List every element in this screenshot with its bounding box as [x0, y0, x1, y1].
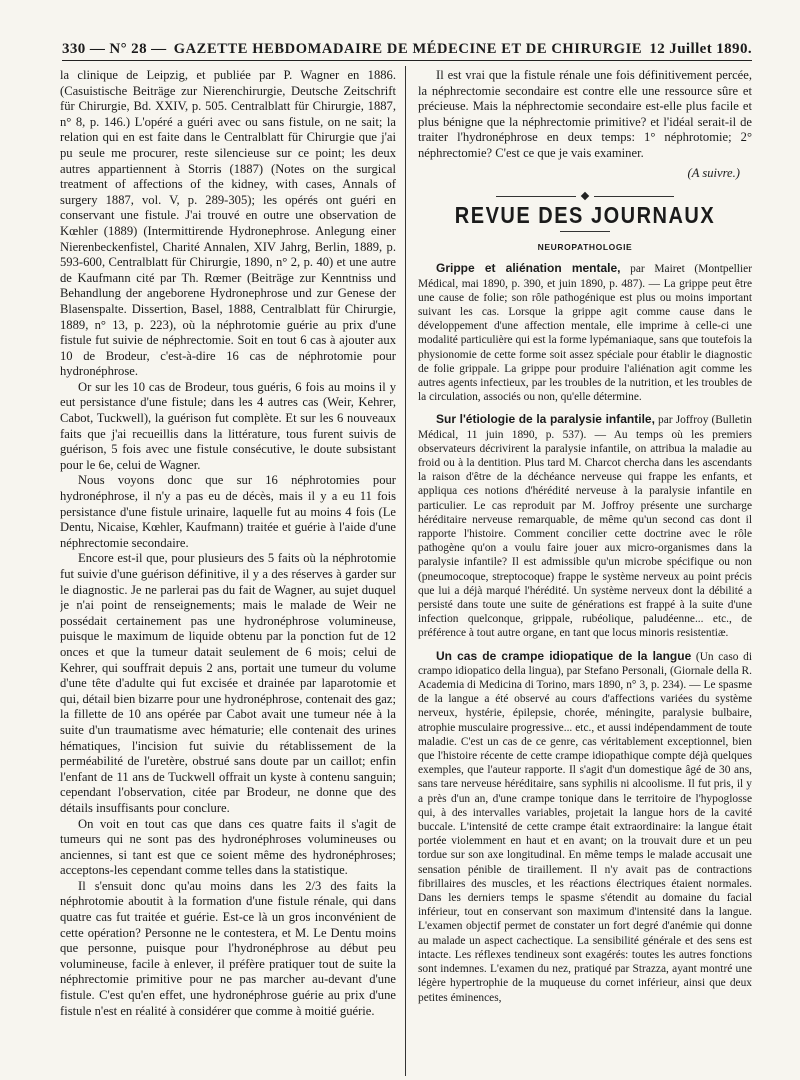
left-paragraph: la clinique de Leipzig, et publiée par P. Wagner en 1886. (Casuistische Beiträge zur Nierenchirurgie, Deutsche Zeitschrift für Chirurgie, Bd. XXIV, p. 505. Centralblatt für Chirurgie, 1887, n° 8, p. 146.) L'opéré a guéri avec ou sans fistule, on ne sait; la relation qui en est faite dans le Centralblatt für Chirurgie que j'ai pu seule me procurer, reste silencieuse sur ce point; les deux autres appartiennent à Storris (1887) (Notes on the surgical treatment of affections of the kidney, with cases, Annals of surgery 1887, vol. V, p. 289-305); les opérés ont guéri en conservant une fistule. J'ai trouvé en outre une observation de Kœhler (1889) (Intermittirende Hydronephrose. Anlegung einer Nierenbeckenfistel, Charité Annalen, XIV Jahrg, Berlin, 1889, p. 593-600, Centralblatt für Chirurgie, 1890, n° 2, p. 40) et une autre de Kaufmann cité par Th. Rœmer (Beiträge zur Kenntniss und Behandlung der angeborene Hydronephrose und zur Genese der Blasenspalte. Dissertion, Basel, 1888, Centralblatt für Chirurgie, 1889, n° 13, p. 223), où la néphrotomie guérie au prix d'une fistule fut suivie de néphrectomie. Soit en tout 6 cas à ajouter aux 10 de Brodeur, c'est-à-dire 16 cas de néphrotomie pour hydronéphrose.	[60, 68, 396, 379]
left-paragraph: Il s'ensuit donc qu'au moins dans les 2/3 des faits la néphrotomie aboutit à la formation d'une fistule rénale, qui dans quatre cas fut traitée et guérie. Est-ce là un gros inconvénient de cette opération? Personne ne le contestera, et M. Le Dentu moins que personne, puisque pour l'hydronéphrose au début peu volumineuse, facile à enlever, il préfère pratiquer tout de suite la néphrectomie primitive pour ne pas marcher au-devant d'une fistule. C'est qu'en effet, une hydronéphrose guérie au prix d'une fistule n'est en réalité à considérer que comme à moitié guérie.	[60, 878, 396, 1018]
ornament-divider	[418, 193, 752, 199]
section-title: REVUE DES JOURNAUX	[454, 203, 716, 229]
diamond-ornament-icon	[581, 192, 589, 200]
left-paragraph: Nous voyons donc que sur 16 néphrotomies pour hydronéphrose, il n'y a pas eu de décès, mais il y a eu 11 fois persistance d'une fistule urinaire, laquelle fut au moins 4 fois (Le Dentu, Nicaise, Kœhler, Kaufmann) traitée et guérie à l'aide d'une néphrectomie secondaire.	[60, 473, 396, 550]
left-paragraph: On voit en tout cas que dans ces quatre faits il s'agit de tumeurs qui ne sont pas des hydronéphroses volumineuses ou anciennes, si tant est que ce soient même des hydronéphroses; acceptons-les cependant comme telles dans la statistique.	[60, 816, 396, 878]
right-column	[418, 68, 752, 1076]
article-continuation	[418, 68, 752, 162]
ornament-line	[594, 196, 674, 197]
article-body: par Joffroy (Bulletin Médical, 11 juin 1890, p. 537). — Au temps où les premiers observateurs décrivirent la paralysie infantile, on attribua la maladie au froid ou à la dentition. Plus tard M. Charcot chercha dans les ascendants la raison d'être de la déchéance nerveuse qui frappe les enfants, et appliqua ces notions d'hérédité nerveuse à la paralysie infantile en particulier. Le cas reproduit par M. Joffroy présente une surcharge héréditaire nerveuse remarquable, de même qu'un second cas dont il rapporte l'histoire. Comment concilier cette doctrine avec le rôle pathogène qu'on a voulu faire jouer aux micro-organismes dans la paralysie infantile? Il est admissible qu'un microbe spécifique ou non (pneumocoque, streptocoque) frappe le système nerveux au point précis que lui a déjà marqué l'hérédité. Un système nerveux dont la débilité a persisté dans toute une suite de générations est frappé à la suite d'une infection quelconque, grippale, rubéolique, paludéenne... etc., de préférence à tout autre organe, en tant que locus minoris resistentiæ.	[418, 414, 752, 640]
title-rule	[560, 231, 610, 232]
page-header	[62, 38, 752, 61]
review-article	[418, 412, 752, 640]
left-paragraph: Or sur les 10 cas de Brodeur, tous guéris, 6 fois au moins il y eut persistance d'une fistule; dans les 4 autres cas (Weir, Kehrer, Cabot, Tuckwell), la guérison fut complète. Et sur les 6 nouveaux faits que j'ai recueillis dans la littérature, tous furent suivis de guérison, 5 fois avec une fistule consécutive, le doute subsistant pour le 6e, celui de Wagner.	[60, 379, 396, 472]
article-title: Un cas de crampe idiopatique de la langue	[436, 648, 692, 663]
column-divider	[405, 66, 406, 1076]
subsection-label: NEUROPATHOLOGIE	[537, 241, 633, 252]
left-paragraph: Encore est-il que, pour plusieurs des 5 faits où la néphrotomie fut suivie d'une guérison définitive, il y a des réserves à garder sur le diagnostic. Je ne parlerai pas du fait de Wagner, au sujet duquel je n'ai point de renseignements; mais le malade de Weir ne possédait certainement pas une hydronéphrose volumineuse, puisque le maximum de liquide obtenu par la ponction fut de 12 onces et que la tumeur datait seulement de 6 mois; celui de Kehrer, qui souffrait depuis 2 ans, portait une tumeur du volume d'une tête d'adulte qui fut excisée et drainée par laparotomie et qui, détail bien bizarre pour une hydronéphrose, contenait des gaz; la fillette de 10 ans opérée par Cabot avait une tumeur née à la suite d'un traumatisme avec hématurie; elle contenait des urines hématiques, l'incision fut suivie du rétablissement de la perméabilité de l'uretère, obstrué sans doute par un caillot; enfin l'enfant de 11 ans de Tuckwell offrait un kyste à contenu sanguin; cependant l'observation, citée par Brodeur, ne donne que des détails insuffisants pour conclure.	[60, 551, 396, 815]
issue-date: 12 Juillet 1890.	[649, 40, 752, 57]
left-column	[60, 68, 396, 1076]
page-number: 330 — N° 28 —	[62, 40, 167, 57]
ornament-line	[496, 196, 576, 197]
article-body: (Un caso di crampo idiopatico della lingua), par Stefano Personali, (Giornale della R. Academia di Medicina di Torino, mars 1890, n° 3, p. 234). — Le spasme de la langue a été observé au cours d'affections variées du système nerveux, hystérie, épilepsie, chorée, méningite, paralysie bulbaire, atrophie musculaire progressive... etc., et aussi indépendamment de toute maladie. C'est un cas de ce genre, cas véritablement exceptionnel, bien que l'histoire récente de cette crampe idiopathique compte déjà quelques exemples, que l'auteur rapporte. Il s'agit d'un domestique âgé de 30 ans, sans tare nerveuse héréditaire, sans syphilis ni alcoolisme. Il fut pris, il y a près d'un an, d'une crampe tonique dans le territoire de l'hypoglosse qui, à des intervalles variables, projetait la langue hors de la cavité buccale. L'intensité de cette crampe était extraordinaire: la langue était portée violemment en haut et en avant; on la trouvait dure et un peu tordue sur son axe longitudinal. En même temps le malade accusait une sensation pénible de tiraillement. Il n'y avait pas de contractions fibrillaires des muscles, et les réactions électriques étaient normales. Dans les derniers temps le spasme s'étendit au domaine du facial inférieur, tout en conservant son maximum d'intensité dans la langue. L'examen objectif permet de constater un fort degré d'anémie qui donne au malade un aspect cachectique. La sensibilité générale et des sens est intacte. Les réflexes tendineux sont exagérés: toutes les autres fonctions sont indemnes. L'examen du nez, pratiqué par Strazza, ayant montré une légère hypertrophie de la muqueuse du cornet inférieur, ainsi que deux petites éminences,	[418, 650, 752, 1004]
review-article	[418, 649, 752, 1005]
journal-title: GAZETTE HEBDOMADAIRE DE MÉDECINE ET DE CHIRURGIE	[173, 40, 643, 57]
article-title: Grippe et aliénation mentale,	[436, 261, 621, 276]
review-article	[418, 261, 752, 404]
continuation-paragraph: Il est vrai que la fistule rénale une fois définitivement percée, la néphrectomie secondaire est contre elle une ressource sûre et précieuse. Mais la néphrectomie secondaire est-elle plus facile et plus bénigne que la néphrectomie primitive? et l'idéal serait-il de traiter l'hydronéphrose en deux temps: 1° néphrotomie; 2° néphrectomie? C'est ce que je vais examiner.	[418, 68, 752, 160]
article-body: par Mairet (Montpellier Médical, mai 1890, p. 390, et juin 1890, p. 487). — La grippe peut être une cause de folie; son rôle pathogénique est plus ou moins important suivant les cas. Lorsque la grippe agit comme cause dans le développement d'une affection mentale, elle imprime à celle-ci une modalité particulière qui est la forme lypémaniaque, sans que toutefois la physionomie de cette forme soit assez spéciale pour établir le diagnostic de folie grippale. La grippe pour produire l'aliénation agit comme les autres agents infectieux, par les troubles de la nutrition, et les troubles de la circulation, associés ou non, qu'elle détermine.	[418, 263, 752, 404]
article-title: Sur l'étiologie de la paralysie infantile,	[436, 412, 655, 427]
to-be-continued: (A suivre.)	[687, 165, 740, 180]
